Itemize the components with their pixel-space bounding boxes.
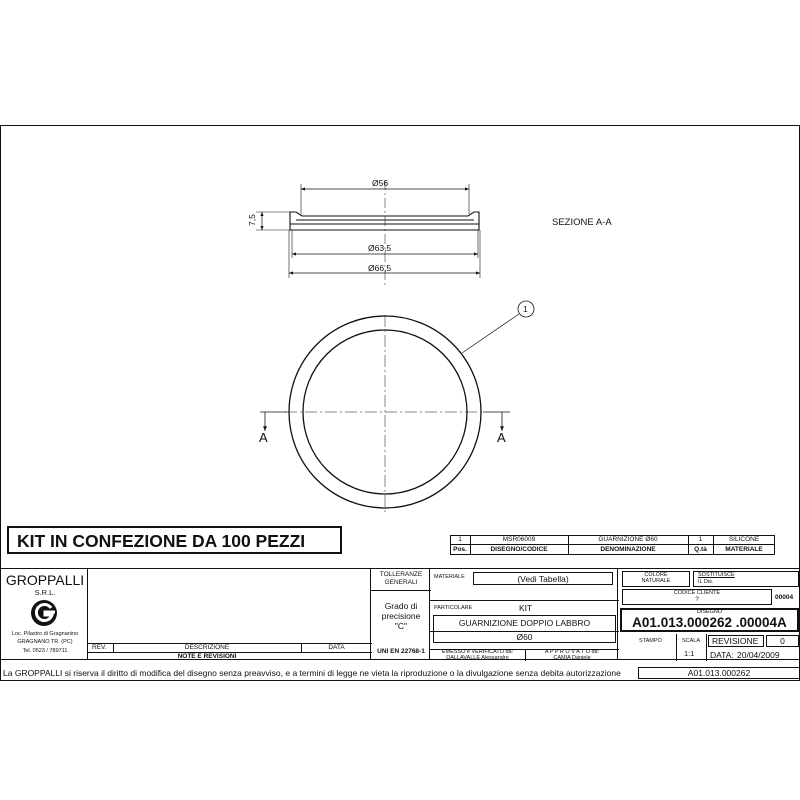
balloon-leader [462, 314, 519, 353]
materiale-value-box [473, 572, 613, 585]
codice-cliente-side: 00004 [775, 594, 794, 601]
part-name: GUARNIZIONE Ø60 [598, 536, 658, 543]
header-name: DENOMINAZIONE [600, 546, 656, 553]
approvato-value: CAMIA Daniele [553, 655, 591, 661]
header-qty: Q.tà [694, 546, 707, 553]
footer-code: A01.013.000262 [687, 668, 751, 678]
tolerances-grade-1: Grado di [384, 601, 418, 611]
emesso-value: DALLAVALLE Alessandro [446, 655, 509, 661]
company-block [0, 568, 88, 660]
description-box [433, 615, 616, 643]
company-logo [29, 598, 59, 628]
tolerances-title-1: TOLLERANZE [379, 571, 423, 578]
scala-value: 1:1 [684, 649, 695, 658]
dim-height-label: 7,5 [247, 214, 257, 226]
dim-d63-label: Ø63,5 [368, 243, 392, 253]
company-address-1: Loc. Pilastro di Gragnanino [11, 631, 79, 637]
footer-code-box [638, 667, 800, 679]
colore-value: NATURALE [641, 578, 671, 584]
sostituisce-label: SOSTITUISCE [698, 572, 735, 578]
desc-col-header: DESCRIZIONE [184, 644, 230, 651]
revisione-label: REVISIONE [712, 636, 759, 646]
colore-label: COLORE [644, 572, 668, 578]
section-title: SEZIONE A-A [552, 217, 612, 228]
drawing-code-block [617, 568, 800, 660]
revisione-value-box [766, 635, 799, 647]
tolerances-standard: UNI EN 22768-1 [377, 648, 425, 655]
sostituisce-value: IL Dis. [698, 579, 714, 585]
colore-box [622, 571, 690, 587]
materiale-label: MATERIALE [434, 574, 465, 580]
data-value: 20/04/2009 [737, 650, 780, 660]
part-material: SILICONE [728, 536, 760, 543]
tolerances-grade-3: "C" [394, 621, 408, 631]
tolerances-grade-2: precisione [381, 611, 421, 621]
disegno-box [620, 608, 799, 632]
balloon-number: 1 [523, 304, 528, 314]
section-marker-left: A [259, 430, 268, 445]
header-material: MATERIALE [725, 546, 763, 553]
dim-d66-label: Ø66,5 [368, 263, 392, 273]
approvato-label: A P P R O V A T O da: [544, 649, 600, 655]
revisions-block [87, 568, 371, 660]
tolerances-title-2: GENERALI [384, 579, 418, 586]
disegno-label: DISEGNO [696, 609, 723, 615]
stampo-label: STAMPO [639, 638, 662, 644]
particolare-value: KIT [519, 603, 533, 613]
codice-cliente-box [622, 589, 772, 605]
description-line-1: GUARNIZIONE DOPPIO LABBRO [458, 618, 591, 628]
data-col-header: DATA [328, 644, 345, 651]
particolare-label: PARTICOLARE [434, 605, 473, 611]
revisione-box [708, 635, 764, 647]
codice-cliente-value: ? [695, 596, 699, 603]
emesso-label: EMESSO e VERIFICATO da: [441, 649, 514, 655]
disclaimer-text: La GROPPALLI si riserva il diritto di modifica del disegno senza preavviso, e a termini di legge ne vieta la riproduzione o la divulgazione senza debita autorizzazione [3, 668, 621, 678]
part-info-block [429, 568, 618, 660]
part-pos: 1 [458, 536, 462, 543]
company-phone: Tel. 0523 / 789711 [22, 648, 68, 654]
data-label: DATA: [710, 650, 734, 660]
company-name: GROPPALLI [5, 572, 85, 588]
company-legal: S.R.L. [34, 588, 56, 597]
disegno-value: A01.013.000262 .00004A [632, 615, 787, 630]
sostituisce-box [693, 571, 799, 587]
revisione-value: 0 [780, 636, 785, 646]
rev-col-header: REV. [92, 644, 107, 651]
kit-banner-text: KIT IN CONFEZIONE DA 100 PEZZI [17, 531, 306, 551]
dim-d56-label: Ø56 [372, 178, 389, 188]
revisions-title: NOTE E REVISIONI [177, 653, 237, 660]
company-address-2: GRAGNANO TR. (PC) [17, 639, 73, 645]
scala-label: SCALA [682, 638, 701, 644]
plan-view [260, 301, 534, 512]
parts-list [450, 535, 775, 555]
kit-banner [7, 526, 342, 554]
codice-cliente-label: CODICE CLIENTE [673, 590, 721, 596]
part-qty: 1 [698, 536, 703, 543]
part-code: MSR06009 [502, 536, 536, 543]
tolerances-block [370, 568, 430, 660]
section-marker-right: A [497, 430, 506, 445]
materiale-value: (Vedi Tabella) [517, 574, 569, 584]
description-line-2: Ø60 [516, 632, 533, 642]
header-pos: Pos. [453, 546, 467, 553]
header-code: DISEGNO/CODICE [490, 546, 548, 553]
